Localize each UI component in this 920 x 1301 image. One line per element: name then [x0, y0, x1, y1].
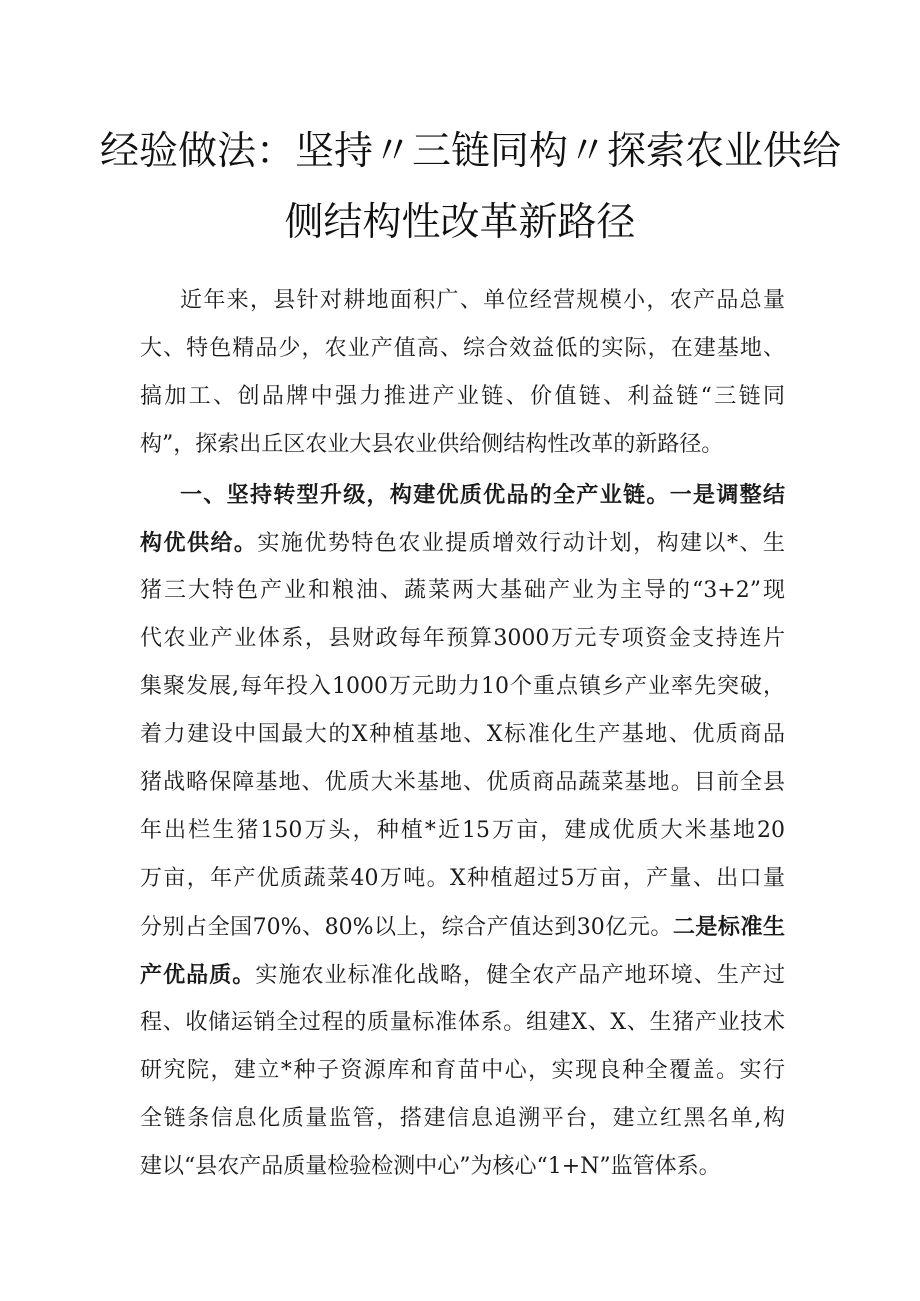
- paragraph-2-line-7: 猪战略保障基地、优质大米基地、优质商品蔬菜基地。目前全县: [140, 770, 785, 795]
- paragraph-2-line-1: 一、坚持转型升级，构建优质优品的全产业链。一是调整结: [180, 482, 785, 508]
- paragraph-2-line-5: 集聚发展,每年投入1000万元助力10个重点镇乡产业率先突破，: [140, 674, 785, 699]
- paragraph-2-line-8: 年出栏生猪150万头，种植*近15万亩，建成优质大米基地20: [140, 818, 785, 843]
- paragraph-2-line-10-text: 分别占全国70%、80%以上，综合产值达到30亿元。: [140, 915, 673, 940]
- subheading-quality: 产优品质。: [140, 962, 256, 988]
- paragraph-2-line-2: [140, 528, 785, 558]
- paragraph-1-line-1: 近年来，县针对耕地面积广、单位经营规模小，农产品总量: [180, 288, 785, 313]
- paragraph-2-line-4: 代农业产业体系，县财政每年预算3000万元专项资金支持连片: [140, 626, 785, 651]
- paragraph-2-line-12: 程、收储运销全过程的质量标准体系。组建X、X、生猪产业技术: [140, 1010, 785, 1035]
- document-title-line-2: 侧结构性改革新路径: [284, 200, 636, 245]
- subheading-standard-production: 二是标准生: [672, 914, 785, 940]
- paragraph-2-line-9: 万亩，年产优质蔬菜40万吨。X种植超过5万亩，产量、出口量: [140, 866, 785, 891]
- paragraph-2-line-11: [140, 960, 785, 990]
- paragraph-1-line-4: 构”，探索出丘区农业大县农业供给侧结构性改革的新路径。: [140, 432, 724, 457]
- paragraph-2-line-3: 猪三大特色产业和粮油、蔬菜两大基础产业为主导的“3+2”现: [140, 578, 785, 603]
- paragraph-2-line-2-text: 实施优势特色农业提质增效行动计划，构建以*、生: [257, 531, 785, 556]
- paragraph-2-line-13: 研究院，建立*种子资源库和育苗中心，实现良种全覆盖。实行: [140, 1058, 785, 1083]
- subheading-adjust-structure: 构优供给。: [140, 530, 258, 556]
- document-title-line-1: 经验做法：坚持〃三链同构〃探索农业供给: [100, 129, 842, 174]
- paragraph-2-line-15: 建以“县农产品质量检验检测中心”为核心“1+N”监管体系。: [140, 1154, 721, 1179]
- paragraph-1-line-2: 大、特色精品少，农业产值高、综合效益低的实际，在建基地、: [140, 336, 785, 361]
- paragraph-2-line-10: [140, 912, 785, 942]
- paragraph-2-line-11-text: 实施农业标准化战略，健全农产品产地环境、生产过: [255, 963, 785, 988]
- paragraph-2-line-14: 全链条信息化质量监管，搭建信息追溯平台，建立红黑名单,构: [140, 1106, 785, 1131]
- paragraph-1-line-3: 搞加工、创品牌中强力推进产业链、价值链、利益链“三链同: [140, 384, 785, 409]
- paragraph-2-line-6: 着力建设中国最大的X种植基地、X标准化生产基地、优质商品: [140, 722, 785, 747]
